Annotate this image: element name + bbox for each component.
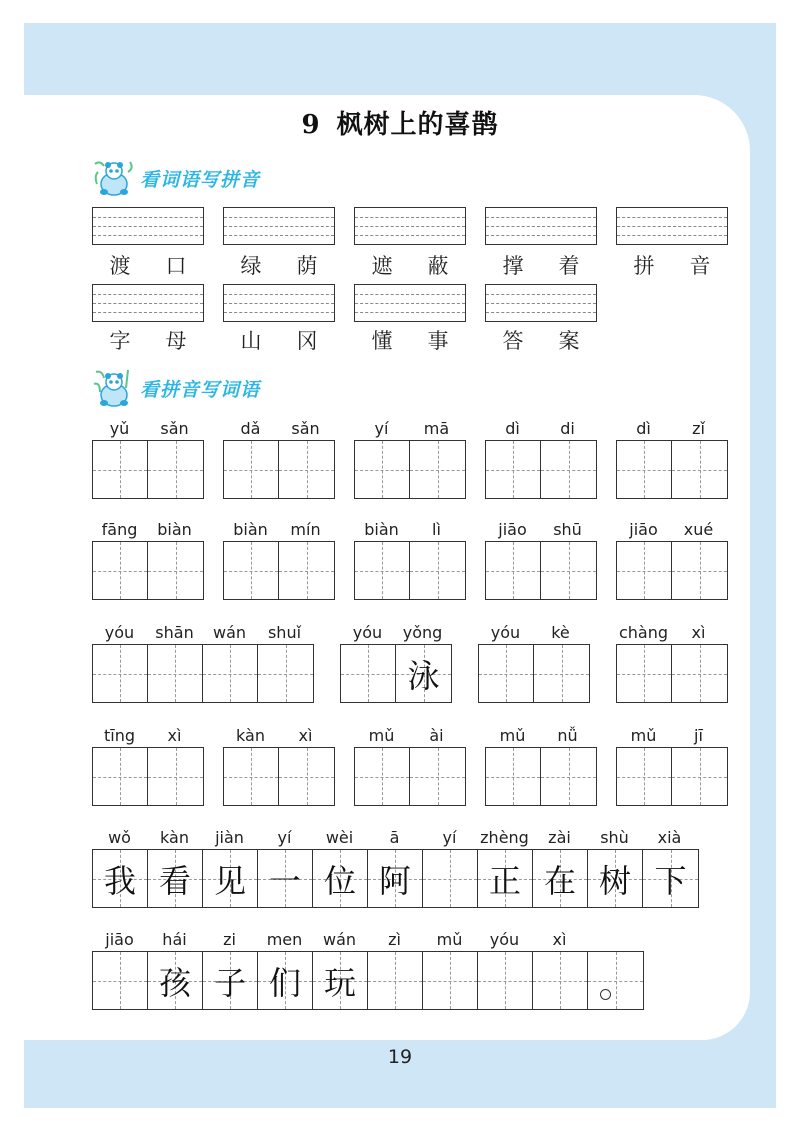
tianzige-cell[interactable] <box>672 441 727 498</box>
guide-line <box>541 571 596 572</box>
pinyin-syllable: xì <box>298 726 313 745</box>
guide-line <box>486 777 540 778</box>
vocabulary-word <box>223 250 335 280</box>
tianzige-grid <box>616 541 728 600</box>
tianzige-cell[interactable] <box>148 441 203 498</box>
pinyin-syllable: yóu <box>104 623 135 642</box>
guide-line <box>410 777 465 778</box>
guide-line <box>93 303 203 304</box>
pinyin-row <box>354 419 464 438</box>
tianzige-cell[interactable] <box>672 645 727 702</box>
guide-line <box>224 312 334 313</box>
pinyin-syllable: jiāo <box>629 520 658 539</box>
vocabulary-word <box>485 325 597 355</box>
pinyin-syllable: jiāo <box>498 520 527 539</box>
tianzige-grid <box>223 440 335 499</box>
tianzige-cell[interactable] <box>423 850 478 907</box>
tianzige-grid <box>92 541 204 600</box>
tianzige-cell[interactable] <box>368 850 423 907</box>
given-character: 孩 <box>158 963 191 1002</box>
tianzige-cell[interactable] <box>534 645 589 702</box>
pinyin-writing-box[interactable] <box>354 284 466 322</box>
word-char: 冈 <box>296 329 318 353</box>
section-header-words-to-pinyin <box>92 158 260 198</box>
guide-line <box>617 470 671 471</box>
tianzige-grid <box>92 747 204 806</box>
pinyin-syllable: zi <box>223 930 236 949</box>
pinyin-syllable: ā <box>389 828 400 847</box>
guide-line <box>486 235 596 236</box>
panda-icon <box>92 158 136 198</box>
tianzige-cell[interactable] <box>355 542 410 599</box>
tianzige-grid <box>92 849 699 908</box>
pinyin-syllable: xué <box>683 520 714 539</box>
guide-line <box>617 674 671 675</box>
guide-line <box>203 674 257 675</box>
panda-icon <box>92 368 136 408</box>
tianzige-grid <box>616 644 728 703</box>
pinyin-syllable: jī <box>694 726 703 745</box>
tianzige-cell[interactable] <box>486 441 541 498</box>
guide-line <box>486 226 596 227</box>
pinyin-syllable: shān <box>155 623 194 642</box>
word-char: 拼 <box>633 254 655 278</box>
pinyin-syllable: kàn <box>160 828 189 847</box>
given-character: 位 <box>323 861 356 900</box>
guide-line <box>279 777 334 778</box>
guide-line <box>541 777 596 778</box>
tianzige-grid <box>92 644 314 703</box>
word-char: 遮 <box>371 254 393 278</box>
pinyin-syllable: zài <box>548 828 571 847</box>
pinyin-row <box>354 520 464 539</box>
pinyin-syllable: mǔ <box>499 726 526 745</box>
tianzige-cell[interactable] <box>224 441 279 498</box>
tianzige-grid <box>616 747 728 806</box>
guide-line <box>478 981 532 982</box>
pinyin-syllable: men <box>266 930 303 949</box>
given-character: 泳 <box>407 656 440 695</box>
pinyin-syllable: shù <box>600 828 629 847</box>
tianzige-cell[interactable] <box>279 748 334 805</box>
pinyin-syllable: zì <box>388 930 401 949</box>
pinyin-writing-box[interactable] <box>485 284 597 322</box>
pinyin-writing-box[interactable] <box>92 207 204 245</box>
tianzige-cell[interactable] <box>617 748 672 805</box>
tianzige-cell[interactable] <box>148 748 203 805</box>
pinyin-syllable: yí <box>374 419 389 438</box>
tianzige-cell[interactable] <box>479 645 534 702</box>
word-char: 撑 <box>502 254 524 278</box>
word-char: 绿 <box>240 254 262 278</box>
given-character: 们 <box>268 963 301 1002</box>
pinyin-syllable: dì <box>505 419 520 438</box>
pinyin-row <box>616 520 726 539</box>
tianzige-cell[interactable] <box>148 952 203 1009</box>
pinyin-row <box>92 726 202 745</box>
guide-line <box>486 303 596 304</box>
tianzige-cell[interactable] <box>617 645 672 702</box>
guide-line <box>355 777 409 778</box>
pinyin-syllable: biàn <box>364 520 399 539</box>
guide-line <box>279 470 334 471</box>
tianzige-cell[interactable] <box>224 748 279 805</box>
pinyin-syllable: mǔ <box>630 726 657 745</box>
pinyin-syllable: lì <box>432 520 441 539</box>
given-character: 正 <box>488 861 521 900</box>
guide-line <box>93 294 203 295</box>
word-char: 音 <box>689 254 711 278</box>
given-character: 下 <box>654 861 687 900</box>
guide-line <box>486 571 540 572</box>
tianzige-cell[interactable] <box>355 441 410 498</box>
given-character: 看 <box>158 861 191 900</box>
guide-line <box>355 312 465 313</box>
given-character: 阿 <box>378 861 411 900</box>
guide-line <box>224 226 334 227</box>
pinyin-syllable: dǎ <box>240 419 261 438</box>
tianzige-cell[interactable] <box>258 850 313 907</box>
tianzige-cell[interactable] <box>541 542 596 599</box>
guide-line <box>486 294 596 295</box>
pinyin-syllable: biàn <box>233 520 268 539</box>
word-char: 案 <box>558 329 580 353</box>
word-char: 字 <box>109 329 131 353</box>
guide-line <box>486 217 596 218</box>
guide-line <box>672 571 727 572</box>
pinyin-row <box>616 419 726 438</box>
tianzige-cell[interactable] <box>588 952 643 1009</box>
vocabulary-word <box>485 250 597 280</box>
pinyin-syllable: yǒng <box>402 623 443 642</box>
pinyin-row <box>223 726 333 745</box>
word-char: 渡 <box>109 254 131 278</box>
given-character: 玩 <box>323 963 356 1002</box>
word-char: 蔽 <box>427 254 449 278</box>
guide-line <box>672 777 727 778</box>
pinyin-row <box>340 623 450 642</box>
word-char: 山 <box>240 329 262 353</box>
tianzige-cell[interactable] <box>588 850 643 907</box>
tianzige-cell[interactable] <box>410 542 465 599</box>
pinyin-row <box>616 623 726 642</box>
guide-line <box>355 303 465 304</box>
guide-line <box>148 674 202 675</box>
guide-line <box>93 981 147 982</box>
guide-line <box>148 571 203 572</box>
pinyin-syllable: mǔ <box>436 930 463 949</box>
pinyin-syllable: mā <box>423 419 450 438</box>
pinyin-row <box>485 419 595 438</box>
guide-line <box>224 470 278 471</box>
tianzige-cell[interactable] <box>279 441 334 498</box>
word-char: 事 <box>427 329 449 353</box>
tianzige-grid <box>354 440 466 499</box>
pinyin-syllable: chàng <box>618 623 669 642</box>
given-character: 一 <box>268 861 301 900</box>
guide-line <box>224 294 334 295</box>
tianzige-cell[interactable] <box>617 441 672 498</box>
guide-line <box>93 777 147 778</box>
tianzige-cell[interactable] <box>148 542 203 599</box>
guide-line <box>279 571 334 572</box>
pinyin-syllable: shū <box>553 520 582 539</box>
pinyin-writing-box[interactable] <box>223 207 335 245</box>
given-character: 树 <box>598 861 631 900</box>
tianzige-grid <box>485 440 597 499</box>
page-number: 19 <box>387 1046 413 1068</box>
guide-line <box>617 217 727 218</box>
pinyin-writing-box[interactable] <box>92 284 204 322</box>
guide-line <box>410 571 465 572</box>
guide-line <box>355 294 465 295</box>
tianzige-cell[interactable] <box>396 645 451 702</box>
tianzige-cell[interactable] <box>341 645 396 702</box>
tianzige-cell[interactable] <box>486 542 541 599</box>
tianzige-grid <box>485 747 597 806</box>
guide-line <box>93 674 147 675</box>
pinyin-writing-box[interactable] <box>485 207 597 245</box>
tianzige-grid <box>478 644 590 703</box>
word-char: 母 <box>165 329 187 353</box>
tianzige-cell[interactable] <box>533 952 588 1009</box>
tianzige-cell[interactable] <box>486 748 541 805</box>
guide-line <box>355 226 465 227</box>
pinyin-syllable: yóu <box>490 623 521 642</box>
guide-line <box>224 777 278 778</box>
guide-line <box>486 312 596 313</box>
guide-line <box>617 235 727 236</box>
tianzige-grid <box>92 951 644 1010</box>
guide-line <box>148 777 203 778</box>
guide-line <box>93 571 147 572</box>
pinyin-syllable: biàn <box>157 520 192 539</box>
tianzige-cell[interactable] <box>93 645 148 702</box>
pinyin-syllable: yí <box>442 828 457 847</box>
lesson-number: 9 <box>301 110 321 140</box>
pinyin-syllable: yóu <box>489 930 520 949</box>
vocabulary-word <box>92 250 204 280</box>
tianzige-grid <box>485 541 597 600</box>
tianzige-grid <box>223 541 335 600</box>
tianzige-cell[interactable] <box>93 542 148 599</box>
word-char: 着 <box>558 254 580 278</box>
pinyin-row <box>485 520 595 539</box>
guide-line <box>355 571 409 572</box>
guide-line <box>224 235 334 236</box>
tianzige-cell[interactable] <box>93 952 148 1009</box>
tianzige-cell[interactable] <box>93 441 148 498</box>
tianzige-cell[interactable] <box>313 850 368 907</box>
guide-line <box>672 674 727 675</box>
pinyin-row <box>478 623 588 642</box>
tianzige-grid <box>616 440 728 499</box>
guide-line <box>93 235 203 236</box>
pinyin-syllable: yí <box>277 828 292 847</box>
tianzige-grid <box>354 747 466 806</box>
guide-line <box>617 226 727 227</box>
pinyin-syllable: xià <box>657 828 682 847</box>
pinyin-syllable: di <box>560 419 575 438</box>
word-char: 懂 <box>371 329 393 353</box>
guide-line <box>617 777 671 778</box>
tianzige-cell[interactable] <box>148 850 203 907</box>
tianzige-grid <box>340 644 452 703</box>
guide-line <box>341 674 395 675</box>
guide-line <box>355 217 465 218</box>
guide-line <box>534 674 589 675</box>
tianzige-cell[interactable] <box>478 952 533 1009</box>
pinyin-syllable: dì <box>636 419 651 438</box>
given-character: 我 <box>103 861 136 900</box>
section-header-pinyin-to-words <box>92 368 260 408</box>
tianzige-cell[interactable] <box>672 542 727 599</box>
tianzige-cell[interactable] <box>93 748 148 805</box>
guide-line <box>148 470 203 471</box>
pinyin-row <box>223 520 333 539</box>
tianzige-cell[interactable] <box>203 645 258 702</box>
guide-line <box>541 470 596 471</box>
guide-line <box>93 217 203 218</box>
vocabulary-word <box>354 250 466 280</box>
pinyin-row <box>92 520 202 539</box>
guide-line <box>368 981 422 982</box>
pinyin-syllable: xì <box>167 726 182 745</box>
pinyin-syllable: xì <box>552 930 567 949</box>
vocabulary-word <box>92 325 204 355</box>
pinyin-syllable: shuǐ <box>267 623 302 642</box>
guide-line <box>588 981 643 982</box>
tianzige-cell[interactable] <box>672 748 727 805</box>
tianzige-cell[interactable] <box>224 542 279 599</box>
tianzige-cell[interactable] <box>203 952 258 1009</box>
guide-line <box>486 470 540 471</box>
tianzige-cell[interactable] <box>313 952 368 1009</box>
pinyin-syllable: kè <box>551 623 570 642</box>
tianzige-cell[interactable] <box>355 748 410 805</box>
vocabulary-word <box>354 325 466 355</box>
lesson-name: 枫树上的喜鹊 <box>336 110 499 140</box>
word-char: 口 <box>165 254 187 278</box>
tianzige-cell[interactable] <box>148 645 203 702</box>
tianzige-cell[interactable] <box>203 850 258 907</box>
guide-line <box>423 879 477 880</box>
word-char: 荫 <box>296 254 318 278</box>
pinyin-syllable: wèi <box>325 828 354 847</box>
vocabulary-word <box>223 325 335 355</box>
given-character: 在 <box>543 861 576 900</box>
guide-line <box>258 674 313 675</box>
guide-line <box>533 981 587 982</box>
vocabulary-word <box>616 250 728 280</box>
guide-line <box>479 674 533 675</box>
tianzige-cell[interactable] <box>478 850 533 907</box>
pinyin-syllable: xì <box>691 623 706 642</box>
pinyin-syllable: zhèng <box>480 828 529 847</box>
pinyin-syllable: fāng <box>101 520 138 539</box>
tianzige-cell[interactable] <box>533 850 588 907</box>
pinyin-syllable: sǎn <box>291 419 320 438</box>
pinyin-syllable: wán <box>322 930 357 949</box>
pinyin-syllable: yóu <box>352 623 383 642</box>
pinyin-syllable: mǔ <box>368 726 395 745</box>
tianzige-cell[interactable] <box>410 441 465 498</box>
tianzige-cell[interactable] <box>368 952 423 1009</box>
tianzige-cell[interactable] <box>541 441 596 498</box>
tianzige-cell[interactable] <box>258 645 313 702</box>
lesson-title <box>0 104 800 141</box>
pinyin-syllable: zǐ <box>692 419 705 438</box>
tianzige-grid <box>223 747 335 806</box>
guide-line <box>410 470 465 471</box>
pinyin-syllable: ài <box>429 726 444 745</box>
pinyin-syllable: jiàn <box>215 828 244 847</box>
tianzige-cell[interactable] <box>258 952 313 1009</box>
pinyin-row <box>92 623 312 642</box>
pinyin-row <box>354 726 464 745</box>
tianzige-cell[interactable] <box>93 850 148 907</box>
section-title: 看拼音写词语 <box>140 378 261 401</box>
tianzige-cell[interactable] <box>279 542 334 599</box>
tianzige-cell[interactable] <box>410 748 465 805</box>
pinyin-syllable: nǚ <box>557 726 578 745</box>
pinyin-syllable: kàn <box>236 726 265 745</box>
guide-line <box>672 470 727 471</box>
tianzige-cell[interactable] <box>643 850 698 907</box>
pinyin-writing-box[interactable] <box>616 207 728 245</box>
guide-line <box>93 470 147 471</box>
pinyin-syllable: sǎn <box>160 419 189 438</box>
pinyin-writing-box[interactable] <box>223 284 335 322</box>
given-character: 子 <box>213 963 246 1002</box>
tianzige-cell[interactable] <box>423 952 478 1009</box>
guide-line <box>355 235 465 236</box>
tianzige-cell[interactable] <box>541 748 596 805</box>
section-title: 看词语写拼音 <box>140 168 261 191</box>
tianzige-cell[interactable] <box>617 542 672 599</box>
guide-line <box>224 217 334 218</box>
pinyin-syllable: wán <box>212 623 247 642</box>
pinyin-syllable: mín <box>290 520 321 539</box>
tianzige-grid <box>92 440 204 499</box>
pinyin-syllable: hái <box>162 930 187 949</box>
pinyin-row <box>92 828 697 847</box>
guide-line <box>93 312 203 313</box>
pinyin-row <box>485 726 595 745</box>
word-char: 答 <box>502 329 524 353</box>
pinyin-row <box>92 930 587 949</box>
pinyin-syllable: wǒ <box>108 828 131 847</box>
guide-line <box>224 571 278 572</box>
pinyin-row <box>616 726 726 745</box>
tianzige-grid <box>354 541 466 600</box>
pinyin-syllable: tīng <box>103 726 135 745</box>
guide-line <box>93 226 203 227</box>
pinyin-syllable: yǔ <box>109 419 130 438</box>
pinyin-writing-box[interactable] <box>354 207 466 245</box>
guide-line <box>617 571 671 572</box>
guide-line <box>423 981 477 982</box>
pinyin-row <box>92 419 202 438</box>
guide-line <box>224 303 334 304</box>
period-mark <box>600 989 611 1000</box>
pinyin-row <box>223 419 333 438</box>
pinyin-syllable: jiāo <box>105 930 134 949</box>
guide-line <box>355 470 409 471</box>
given-character: 见 <box>213 861 246 900</box>
